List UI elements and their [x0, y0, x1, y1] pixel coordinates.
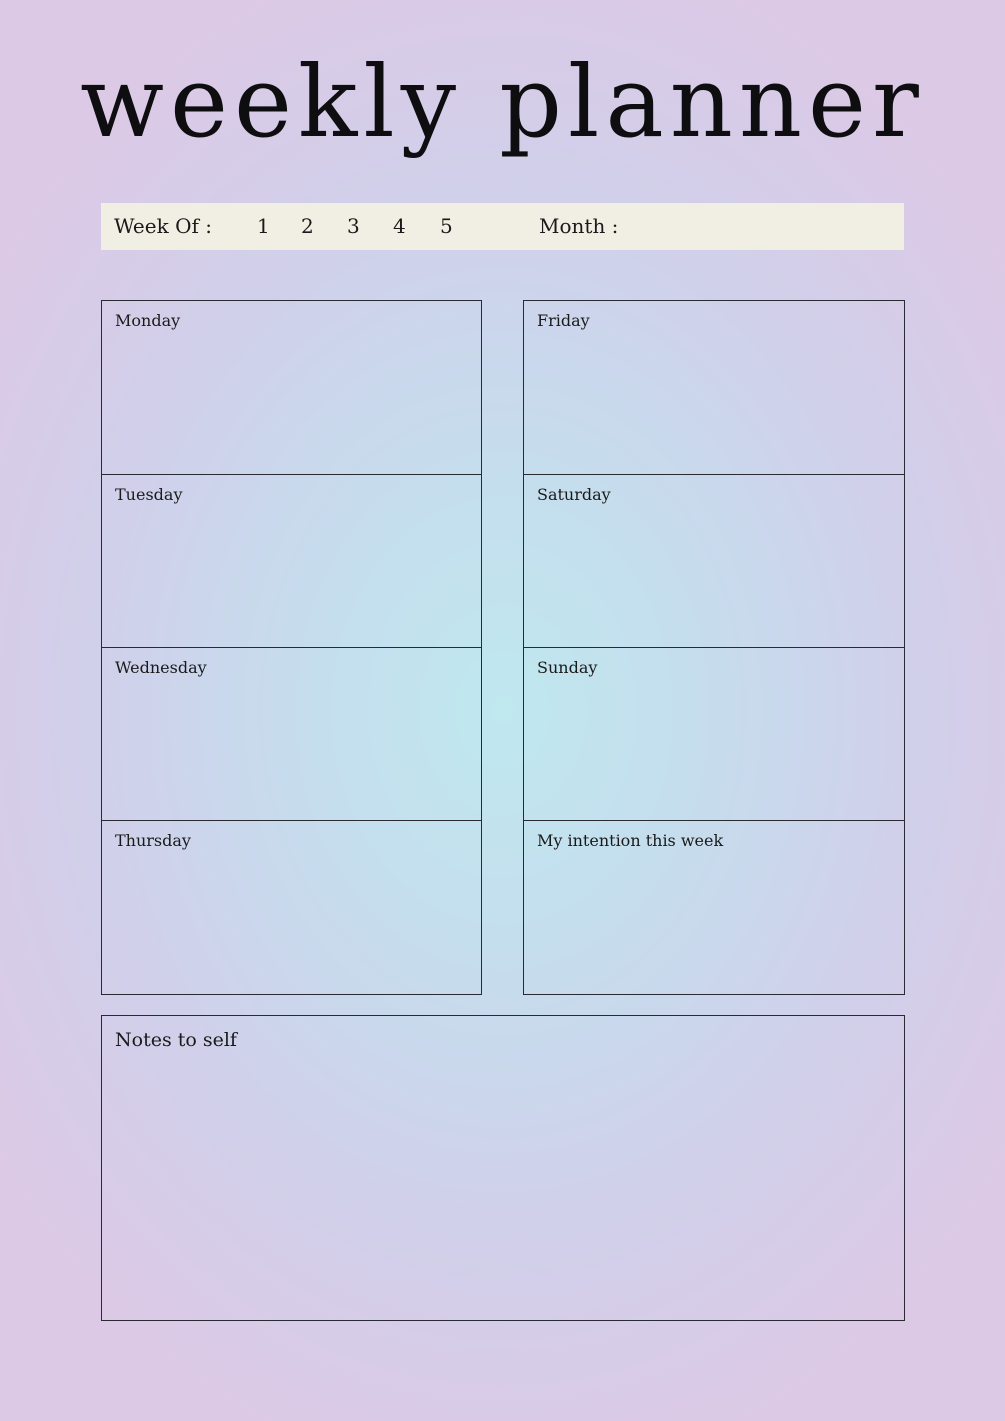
day-cell-wednesday[interactable]	[102, 647, 481, 820]
week-of-label: Week Of :	[114, 214, 212, 238]
notes-label: Notes to self	[115, 1029, 237, 1051]
day-label: Sunday	[537, 658, 598, 677]
right-day-grid	[523, 300, 905, 995]
day-cell-monday[interactable]	[102, 301, 481, 474]
week-bar	[101, 203, 904, 250]
day-label: Tuesday	[115, 485, 183, 504]
week-option-1[interactable]: 1	[257, 214, 270, 238]
week-option-3[interactable]: 3	[347, 214, 360, 238]
intention-label: My intention this week	[537, 831, 724, 850]
left-day-grid	[101, 300, 482, 995]
week-option-2[interactable]: 2	[301, 214, 314, 238]
page-title: weekly planner	[80, 46, 925, 160]
day-cell-thursday[interactable]	[102, 820, 481, 993]
day-cell-tuesday[interactable]	[102, 474, 481, 647]
day-label: Friday	[537, 311, 590, 330]
notes-box[interactable]	[101, 1015, 905, 1321]
week-option-4[interactable]: 4	[393, 214, 406, 238]
day-cell-saturday[interactable]	[524, 474, 904, 647]
day-label: Thursday	[115, 831, 191, 850]
day-label: Wednesday	[115, 658, 207, 677]
day-label: Monday	[115, 311, 181, 330]
intention-cell[interactable]	[524, 820, 904, 993]
day-cell-friday[interactable]	[524, 301, 904, 474]
day-label: Saturday	[537, 485, 611, 504]
week-option-5[interactable]: 5	[440, 214, 453, 238]
day-cell-sunday[interactable]	[524, 647, 904, 820]
month-label: Month :	[539, 214, 619, 238]
